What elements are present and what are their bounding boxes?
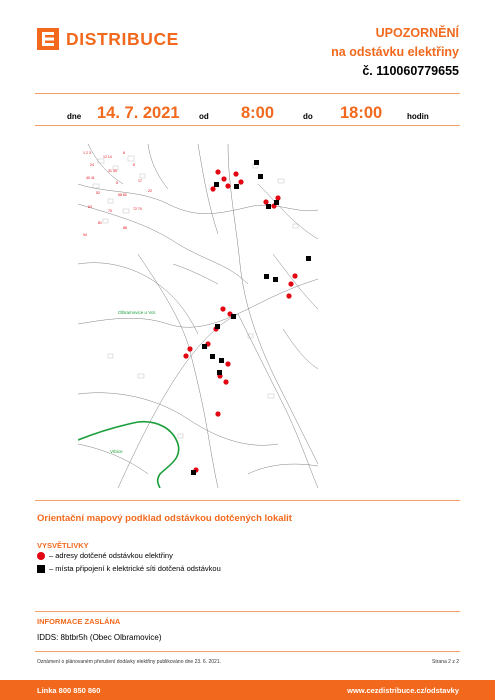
divider-bottom xyxy=(35,651,460,652)
svg-text:58 60: 58 60 xyxy=(118,193,127,197)
svg-text:17: 17 xyxy=(138,179,142,183)
legend-item-outage xyxy=(37,551,173,560)
label-hours: hodin xyxy=(407,112,429,121)
svg-text:24: 24 xyxy=(90,163,94,167)
legend-item-text: – místa připojení k elektrické síti dotčená odstávkou xyxy=(49,564,221,573)
svg-text:88: 88 xyxy=(123,226,127,230)
svg-text:72 74: 72 74 xyxy=(133,207,142,211)
notice-header xyxy=(331,24,459,81)
svg-text:81: 81 xyxy=(98,221,102,225)
footer-phone: Linka 800 850 860 xyxy=(37,686,101,695)
svg-text:70: 70 xyxy=(108,209,112,213)
legend-item-connection xyxy=(37,564,221,573)
svg-text:6: 6 xyxy=(123,151,125,155)
notice-subtitle: na odstávku elektřiny xyxy=(331,45,459,59)
footer-url[interactable]: www.cezdistribuce.cz/odstavky xyxy=(347,686,459,695)
time-to: 18:00 xyxy=(340,104,383,122)
notice-number: č. 110060779655 xyxy=(362,64,459,78)
time-from: 8:00 xyxy=(241,104,275,122)
svg-text:52: 52 xyxy=(96,191,100,195)
red-dot-icon xyxy=(37,552,45,560)
cez-logo-icon xyxy=(37,28,59,50)
map-place-label-olbramovice: Olbramovice u Vot. xyxy=(118,310,157,315)
svg-text:63: 63 xyxy=(88,205,92,209)
label-from: od xyxy=(199,112,209,121)
outage-schedule xyxy=(35,104,460,124)
legend-title: VYSVĚTLIVKY xyxy=(37,541,89,550)
svg-text:1 2 3: 1 2 3 xyxy=(83,151,91,155)
black-square-icon xyxy=(37,565,45,573)
map-canvas xyxy=(78,144,318,488)
svg-text:12 14: 12 14 xyxy=(103,155,112,159)
label-to: do xyxy=(303,112,313,121)
label-day: dne xyxy=(67,112,82,121)
map-place-label-vrbice: Vrbice xyxy=(110,449,123,454)
legend-item-text: – adresy dotčené odstávkou elektřiny xyxy=(49,551,173,560)
svg-text:8: 8 xyxy=(133,163,135,167)
svg-text:40 41: 40 41 xyxy=(86,176,95,180)
outage-date: 14. 7. 2021 xyxy=(97,104,180,122)
divider-map xyxy=(35,500,460,501)
notice-title: UPOZORNĚNÍ xyxy=(375,26,459,40)
footer-bar xyxy=(0,680,495,700)
outage-map xyxy=(78,144,318,488)
page-number: Strana 2 z 2 xyxy=(432,659,459,665)
publication-note: Oznámení o plánovaném přerušení dodávky elektřiny publikováno dne 23. 6. 2021. xyxy=(37,659,222,665)
divider-schedule xyxy=(35,125,460,126)
divider-info xyxy=(35,611,460,612)
svg-text:94: 94 xyxy=(83,233,87,237)
divider-top xyxy=(35,93,460,94)
boundary-line xyxy=(78,422,179,488)
svg-text:5: 5 xyxy=(116,181,118,185)
map-caption: Orientační mapový podklad odstávkou dotčených lokalit xyxy=(37,513,292,524)
svg-text:31 33: 31 33 xyxy=(108,169,117,173)
brand-name: DISTRIBUCE xyxy=(66,29,179,49)
info-text: IDDS: 8btbr5h (Obec Olbramovice) xyxy=(37,633,162,642)
cez-logo xyxy=(37,28,179,50)
info-title: INFORMACE ZASLÁNA xyxy=(37,617,121,626)
svg-text:22: 22 xyxy=(148,189,152,193)
